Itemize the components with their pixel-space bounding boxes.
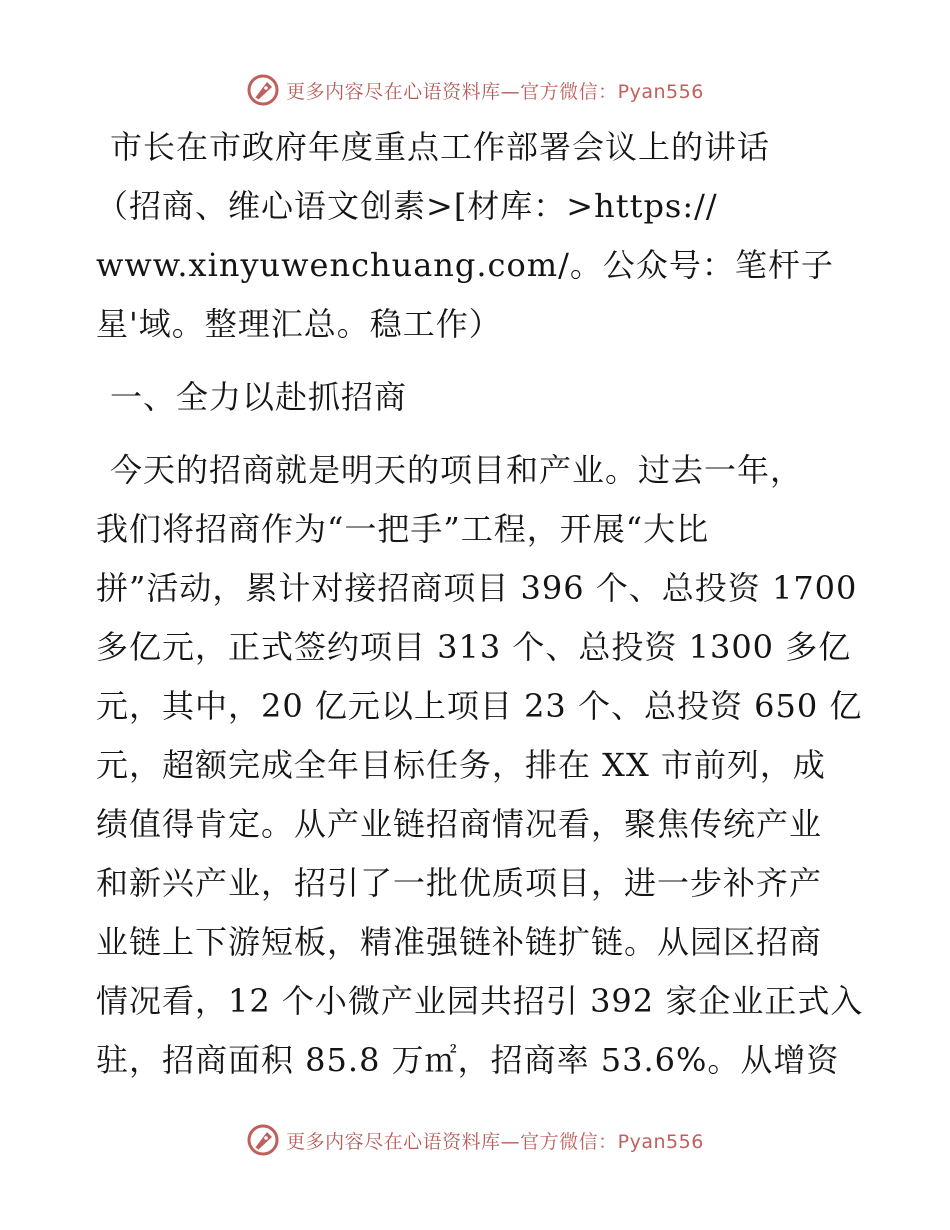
title-line-4: 星'域。整理汇总。稳工作） (96, 305, 502, 343)
banner-label (286, 77, 704, 104)
banner-separator: — (500, 80, 521, 103)
banner-main-text: 更多内容尽在心语资料库 (286, 1130, 501, 1153)
banner-separator: — (500, 1130, 521, 1153)
body-line-3: 拼”活动，累计对接招商项目 396 个、总投资 1700 (96, 569, 858, 607)
title-line-3: www.xinyuwenchuang.com/。公众号：笔杆子 (96, 246, 834, 284)
pen-nib-logo-icon (246, 73, 280, 107)
title-line-2: （招商、维心语文创素>[材库：>https:// (96, 187, 718, 225)
banner-contact-text: 官方微信：Pyan556 (520, 80, 704, 103)
banner-main-text: 更多内容尽在心语资料库 (286, 80, 501, 103)
body-line-8: 和新兴产业，招引了一批优质项目，进一步补齐产 (96, 864, 823, 902)
body-line-6: 元，超额完成全年目标任务，排在 XX 市前列，成 (96, 746, 826, 784)
section-heading: 一、全力以赴抓招商 (110, 378, 408, 416)
footer-banner (0, 1120, 950, 1160)
banner-contact-text: 官方微信：Pyan556 (520, 1130, 704, 1153)
body-line-11: 驻，招商面积 85.8 万㎡，招商率 53.6%。从增资 (96, 1041, 840, 1079)
body-line-4: 多亿元，正式签约项目 313 个、总投资 1300 多亿 (96, 628, 852, 666)
body-line-9: 业链上下游短板，精准强链补链扩链。从园区招商 (96, 923, 823, 961)
document-body (96, 118, 866, 1090)
body-line-7: 绩值得肯定。从产业链招商情况看，聚焦传统产业 (96, 805, 823, 843)
title-line-1: 市长在市政府年度重点工作部署会议上的讲话 (110, 128, 771, 166)
body-line-10: 情况看，12 个小微产业园共招引 392 家企业正式入 (96, 982, 864, 1020)
body-line-1: 今天的招商就是明天的项目和产业。过去一年， (110, 451, 804, 489)
body-line-2: 我们将招商作为“一把手”工程，开展“大比 (96, 510, 710, 548)
banner-label (286, 1127, 704, 1154)
header-banner (0, 70, 950, 110)
pen-nib-logo-icon (246, 1123, 280, 1157)
body-line-5: 元，其中，20 亿元以上项目 23 个、总投资 650 亿 (96, 687, 863, 725)
